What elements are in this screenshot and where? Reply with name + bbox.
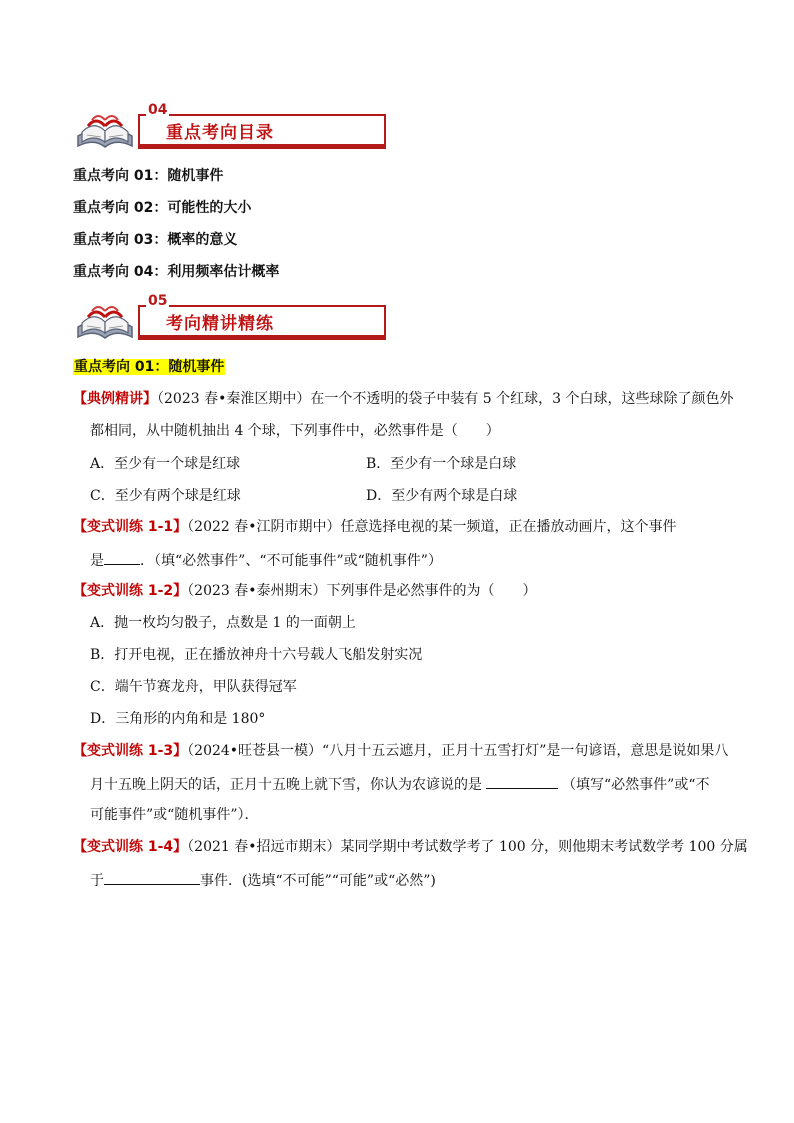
variant-tag: 【变式训练 1-1】: [73, 519, 188, 535]
section-title: 重点考向目录: [166, 123, 274, 143]
variant-text-line1: （2021 春•招远市期末）某同学期中考试数学考了 100 分，则他期末考试数学考 100 分属: [187, 839, 748, 855]
example-option-c: C．至少有两个球是红球: [90, 488, 241, 504]
variant-1-3-line3: 可能事件”或“随机事件”）．: [90, 807, 259, 823]
variant-1-1: [73, 518, 677, 536]
section-banner-05: [70, 295, 330, 345]
toc-item-3: 重点考向 03：概率的意义: [73, 232, 238, 248]
answer-blank[interactable]: [104, 550, 140, 565]
answer-blank[interactable]: [486, 774, 558, 789]
variant-1-4-line2: 于 事件．(选填“不可能”“可能”或“必然”): [90, 870, 436, 890]
variant-1-4: [73, 838, 748, 856]
section-number: 05: [148, 293, 168, 309]
variant-1-2-option-c: C．端午节赛龙舟，甲队获得冠军: [90, 679, 297, 695]
example-text-line2: 都相同，从中随机抽出 4 个球，下列事件中，必然事件是（ ）: [90, 423, 500, 439]
variant-1-2-option-b: B．打开电视，正在播放神舟十六号载人飞船发射实况: [90, 647, 423, 663]
example-tag: 【典例精讲】: [73, 391, 157, 407]
section-number: 04: [148, 102, 168, 118]
example-question: [73, 390, 734, 408]
answer-blank[interactable]: [104, 870, 200, 885]
variant-1-3: [73, 742, 728, 760]
example-option-d: D．至少有两个球是白球: [366, 488, 518, 504]
example-text-line1: （2023 春•秦淮区期中）在一个不透明的袋子中装有 5 个红球，3 个白球，这些球除了颜色外: [157, 391, 734, 407]
variant-tag: 【变式训练 1-4】: [73, 839, 188, 855]
example-option-a: A．至少有一个球是红球: [90, 456, 241, 472]
open-book-icon: [74, 297, 136, 343]
toc-item-4: 重点考向 04：利用频率估计概率: [73, 264, 280, 280]
variant-text-line1: （2023 春•泰州期末）下列事件是必然事件的为（ ）: [187, 583, 537, 599]
variant-1-3-line2: 月十五晚上阴天的话，正月十五晚上就下雪，你认为农谚说的是 （填写“必然事件”或“不: [90, 774, 709, 794]
open-book-icon: [74, 106, 136, 152]
variant-tag: 【变式训练 1-2】: [73, 583, 188, 599]
variant-1-2: [73, 582, 537, 600]
variant-text-line1: （2022 春•江阴市期中）任意选择电视的某一频道，正在播放动画片，这个事件: [187, 519, 677, 535]
example-option-b: B．至少有一个球是白球: [366, 456, 517, 472]
variant-1-2-option-d: D．三角形的内角和是 180°: [90, 711, 266, 727]
topic-heading: 重点考向 01：随机事件: [74, 359, 225, 375]
variant-1-1-line2: 是 ．（填“必然事件”、“不可能事件”或“随机事件”）: [90, 550, 442, 570]
toc-item-1: 重点考向 01：随机事件: [73, 168, 224, 184]
toc-item-2: 重点考向 02：可能性的大小: [73, 200, 252, 216]
section-banner-04: [70, 104, 330, 154]
variant-1-2-option-a: A．抛一枚均匀骰子，点数是 1 的一面朝上: [90, 615, 356, 631]
variant-tag: 【变式训练 1-3】: [73, 743, 188, 759]
section-title: 考向精讲精练: [166, 314, 274, 334]
variant-text-line1: （2024•旺苍县一模）“八月十五云遮月，正月十五雪打灯”是一句谚语，意思是说如果八: [187, 743, 729, 759]
